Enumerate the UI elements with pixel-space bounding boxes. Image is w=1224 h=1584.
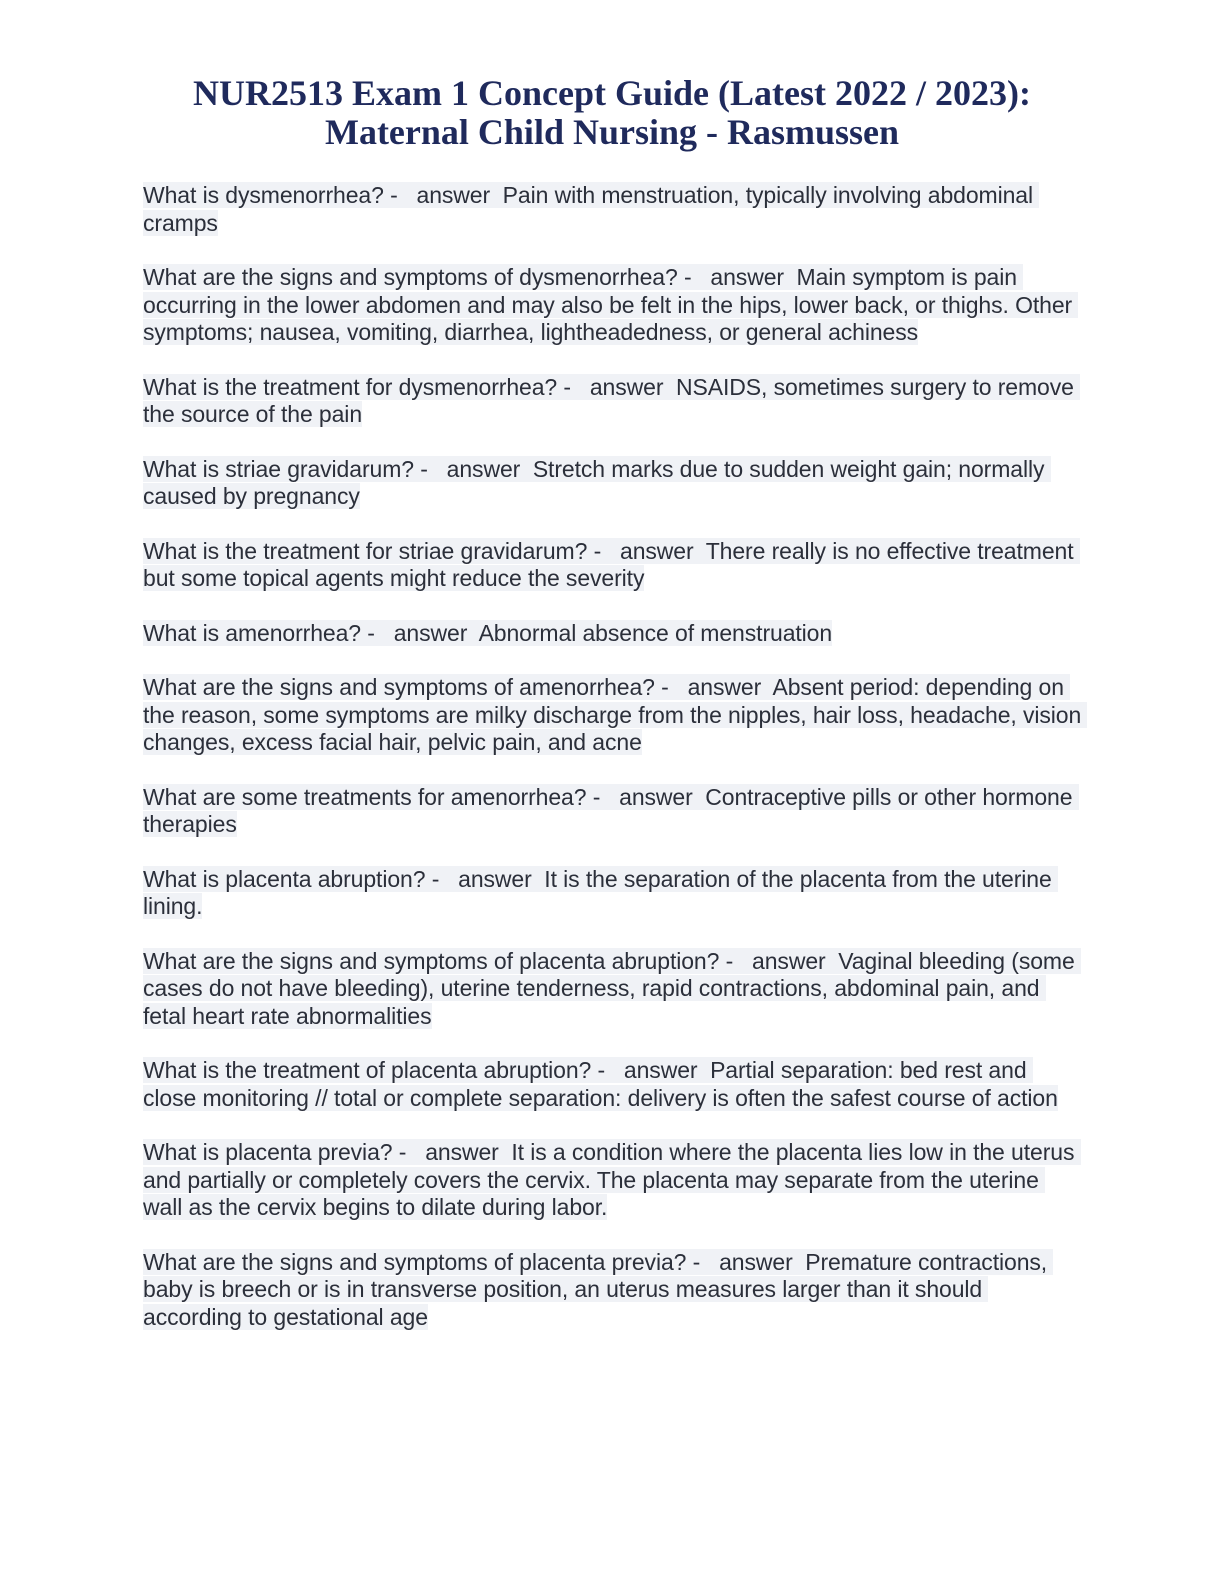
qa-answer: Premature contractions, baby is breech or is in transverse position, an uterus measures larger than it should according to gestational age [143, 1248, 1054, 1330]
qa-answer-marker: answer [675, 674, 773, 700]
qa-question: What are the signs and symptoms of placenta abruption? - [143, 947, 740, 974]
qa-item [143, 674, 1088, 757]
qa-answer-marker: answer [445, 865, 545, 892]
qa-item [143, 1057, 1083, 1112]
qa-item [143, 784, 1083, 839]
qa-answer-marker: answer [607, 537, 706, 564]
document-title [100, 74, 1124, 152]
qa-item [143, 620, 1083, 648]
qa-answer: Pain with menstruation, typically involving abdominal cramps [143, 182, 1040, 236]
qa-answer: Absent period: depending on the reason, some symptoms are milky discharge from the nipples, hair loss, headache, vision changes, excess facial hair, pelvic pain, and acne [143, 674, 1088, 755]
qa-item [143, 948, 1083, 1031]
qa-answer-marker: answer [403, 182, 503, 208]
qa-question: What are the signs and symptoms of dysmenorrhea? - [143, 264, 698, 290]
qa-item [143, 1249, 1083, 1332]
qa-answer-marker: answer [434, 455, 533, 482]
title-line-1: NUR2513 Exam 1 Concept Guide (Latest 2022 / 2023): [193, 73, 1031, 113]
qa-item [143, 866, 1083, 921]
qa-answer: There really is no effective treatment but some topical agents might reduce the severity [143, 537, 1080, 591]
qa-answer: Contraceptive pills or other hormone therapies [143, 783, 1079, 837]
qa-question: What is the treatment for striae gravidarum? - [143, 537, 608, 564]
qa-answer-marker: answer [577, 373, 676, 400]
qa-answer: Abnormal absence of menstruation [478, 619, 833, 646]
qa-item [143, 374, 1083, 429]
qa-answer: Stretch marks due to sudden weight gain; normally caused by pregnancy [143, 455, 1051, 509]
qa-answer: NSAIDS, sometimes surgery to remove the source of the pain [143, 373, 1081, 427]
qa-question: What is placenta abruption? - [143, 865, 446, 892]
qa-item [143, 1139, 1083, 1222]
qa-answer: Vaginal bleeding (some cases do not have bleeding), uterine tenderness, rapid contractions, abdominal pain, and fetal heart rate abnormalities [143, 947, 1081, 1029]
qa-item [143, 538, 1083, 593]
qa-list [143, 182, 1088, 1358]
qa-answer-marker: answer [611, 1057, 711, 1083]
qa-answer: It is a condition where the placenta lies low in the uterus and partially or completely covers the cervix. The placenta may separate from the uterine wall as the cervix begins to dilate during labor. [143, 1139, 1081, 1220]
qa-item [143, 264, 1083, 347]
qa-question: What is amenorrhea? - [143, 619, 382, 646]
qa-answer-marker: answer [381, 619, 479, 646]
qa-item [143, 182, 1083, 237]
qa-answer: Main symptom is pain occurring in the lower abdomen and may also be felt in the hips, lower back, or thighs. Other symptoms; nausea, vomiting, diarrhea, lightheadedness, or general achiness [143, 264, 1079, 345]
qa-answer-marker: answer [412, 1139, 512, 1165]
qa-answer-marker: answer [739, 947, 839, 974]
qa-question: What is the treatment for dysmenorrhea? - [143, 373, 578, 400]
qa-answer-marker: answer [706, 1248, 806, 1275]
qa-question: What is dysmenorrhea? - [143, 182, 404, 208]
qa-question: What are the signs and symptoms of placenta previa? - [143, 1248, 707, 1275]
qa-answer: Partial separation: bed rest and close monitoring // total or complete separation: delivery is often the safest course of action [143, 1057, 1058, 1111]
qa-question: What is the treatment of placenta abruption? - [143, 1057, 612, 1083]
title-line-2: Maternal Child Nursing - Rasmussen [324, 112, 900, 152]
qa-question: What are some treatments for amenorrhea? - [143, 783, 607, 810]
qa-answer: It is the separation of the placenta from the uterine lining. [143, 865, 1058, 919]
qa-question: What is striae gravidarum? - [143, 455, 435, 482]
qa-answer-marker: answer [606, 783, 706, 810]
qa-question: What is placenta previa? - [143, 1139, 413, 1165]
qa-question: What are the signs and symptoms of amenorrhea? - [143, 674, 676, 700]
qa-item [143, 456, 1083, 511]
qa-answer-marker: answer [697, 264, 797, 290]
